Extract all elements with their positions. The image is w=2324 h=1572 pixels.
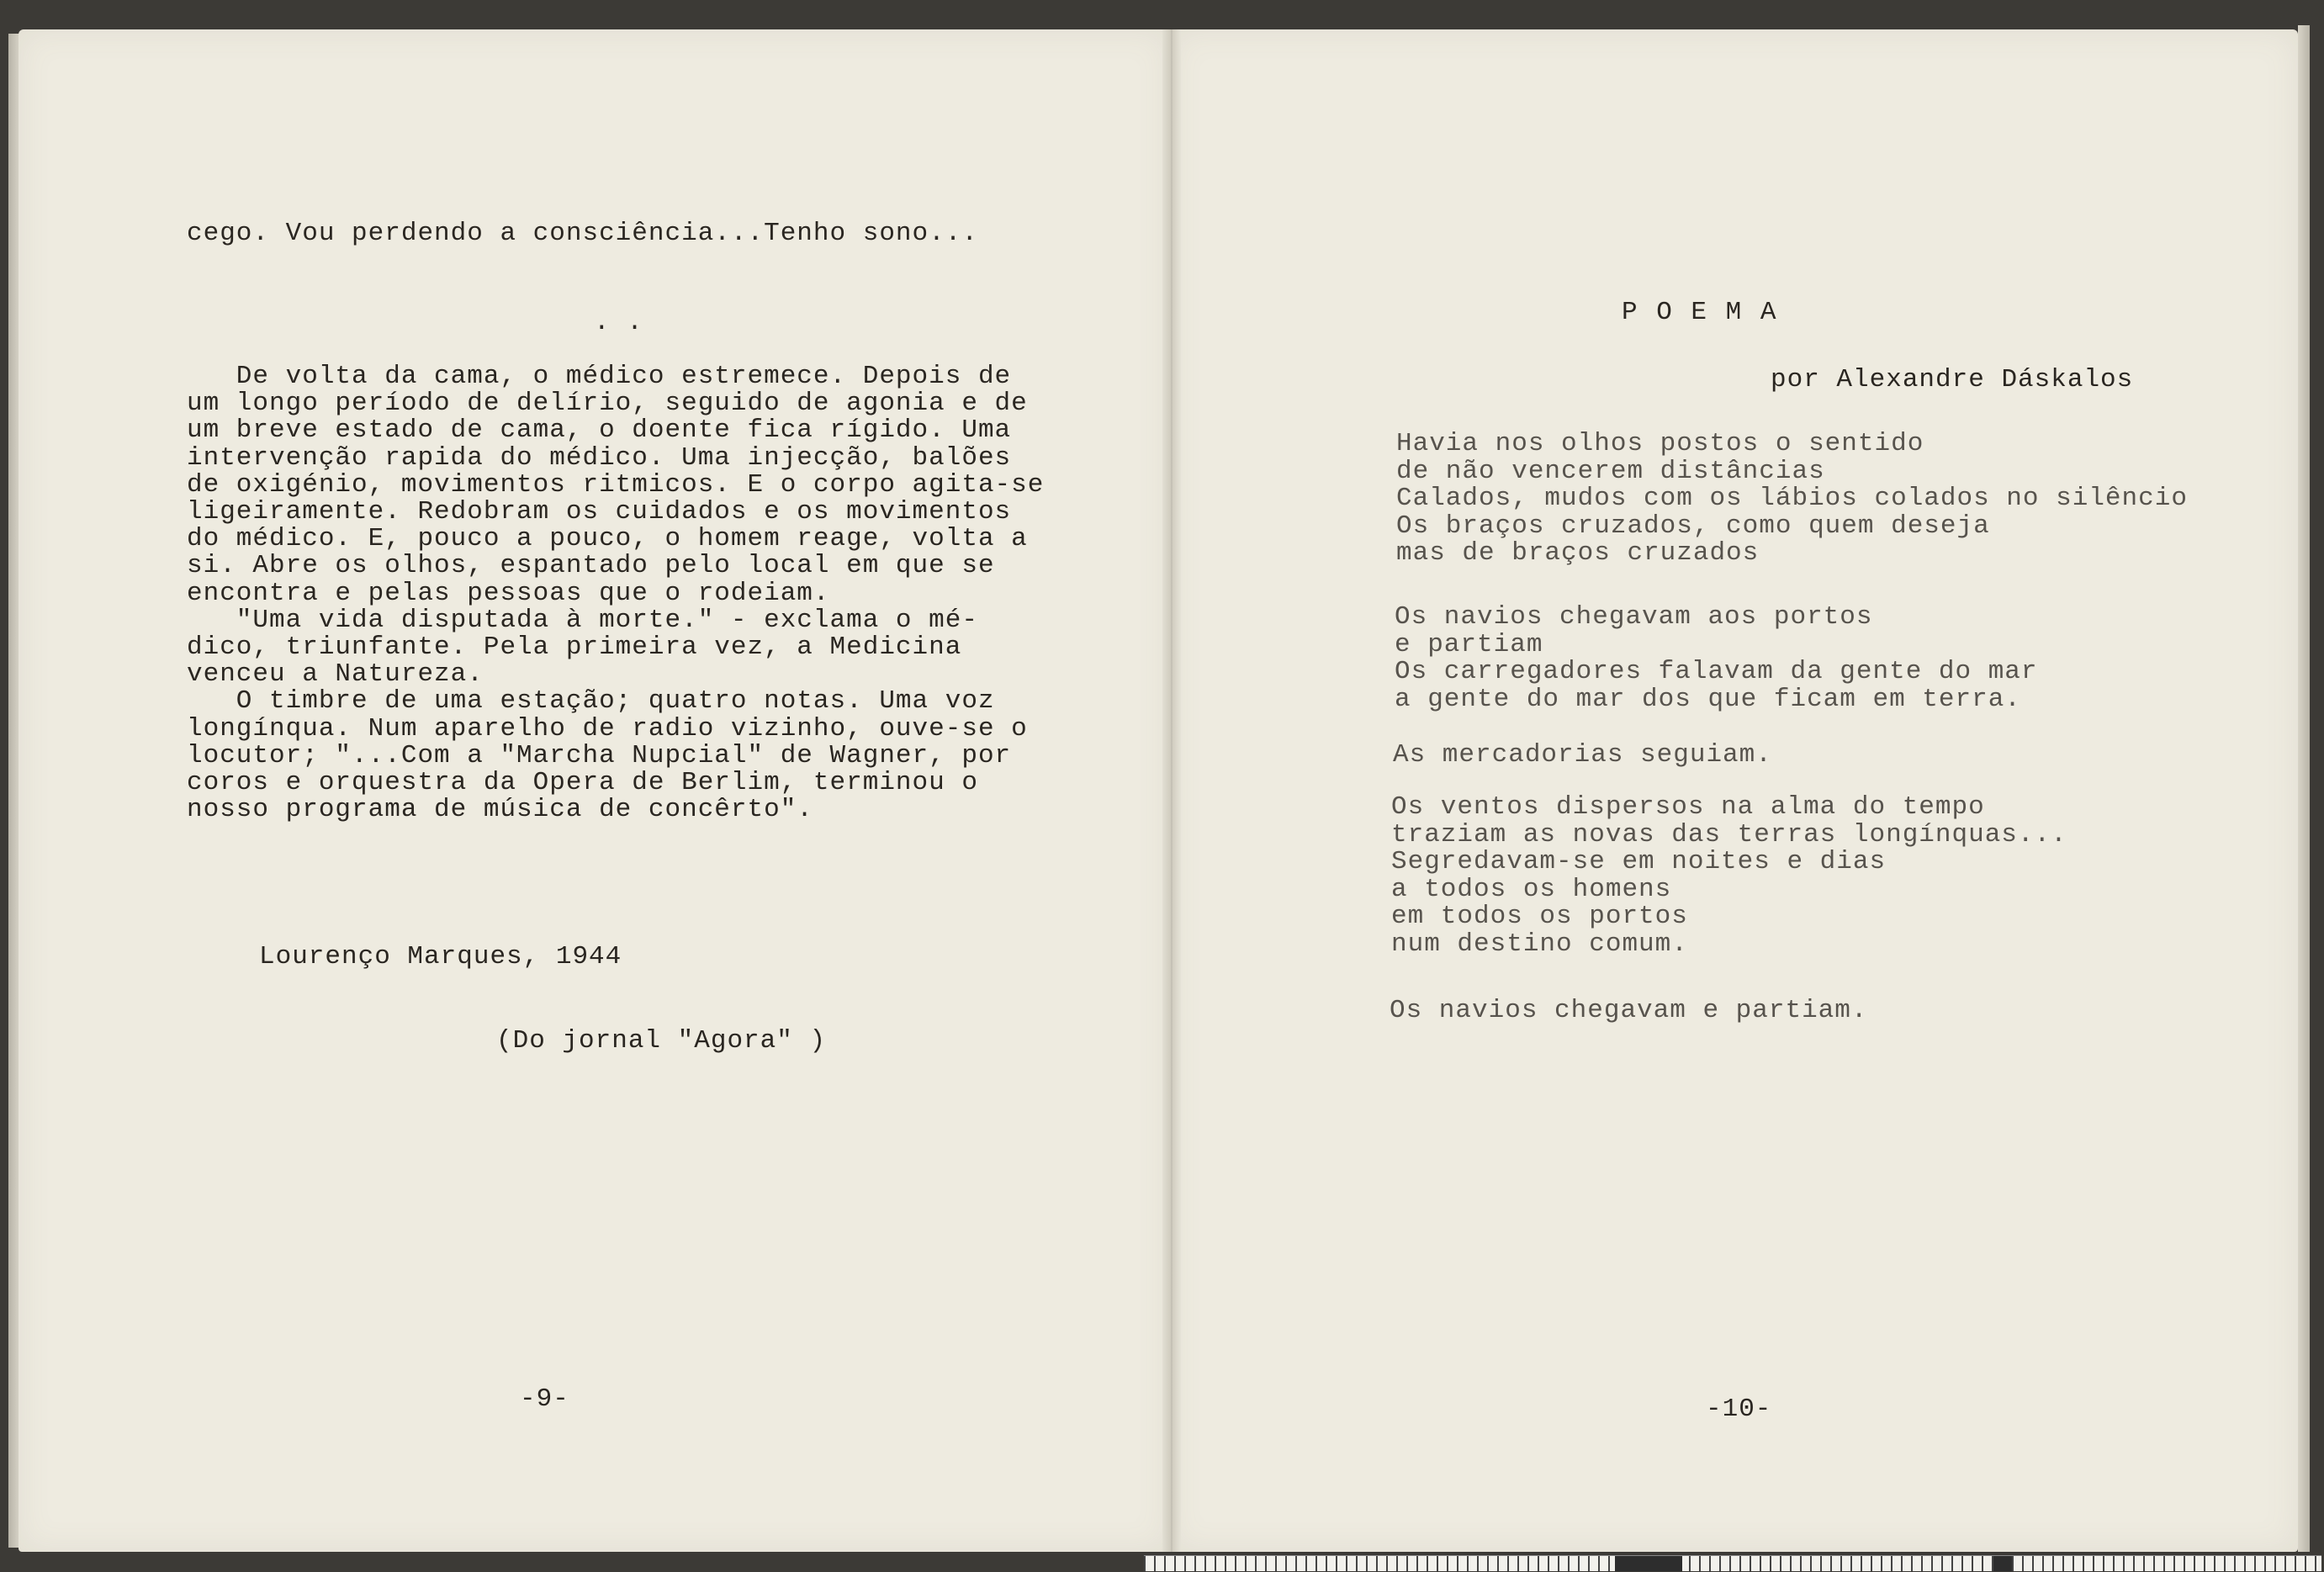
body-line: dico, triunfante. Pela primeira vez, a Medicina (187, 633, 962, 662)
poem-line: num destino comum. (1391, 929, 1688, 959)
poem-line: a gente do mar dos que ficam em terra. (1395, 685, 2021, 714)
poem-line: Os carregadores falavam da gente do mar (1395, 657, 2038, 686)
poem-line: Os ventos dispersos na alma do tempo (1391, 792, 1985, 822)
body-line: do médico. E, pouco a pouco, o homem reage, volta a (187, 524, 1028, 553)
poem-line: Os braços cruzados, como quem deseja (1396, 511, 1990, 541)
body-line: De volta da cama, o médico estremece. Depois de (187, 362, 1012, 391)
body-line: um longo período de delírio, seguido de agonia e de (187, 389, 1028, 418)
section-separator: . . (594, 308, 643, 337)
poem-line: Calados, mudos com os lábios colados no silêncio (1396, 484, 2188, 513)
body-line: "Uma vida disputada à morte." - exclama o mé- (187, 606, 978, 635)
poem-line: Segredavam-se em noites e dias (1391, 847, 1887, 876)
body-line: de oxigénio, movimentos ritmicos. E o corpo agita-se (187, 470, 1045, 500)
body-line: nosso programa de música de concêrto". (187, 795, 813, 824)
poem-line: Os navios chegavam aos portos (1395, 602, 1873, 632)
body-line: longínqua. Num aparelho de radio vizinho, ouve-se o (187, 714, 1028, 744)
body-line: coros e orquestra da Opera de Berlim, terminou o (187, 768, 978, 797)
body-line: intervenção rapida do médico. Uma injecção, balões (187, 443, 1012, 473)
poem-title: P O E M A (1622, 298, 1778, 327)
opening-line: cego. Vou perdendo a consciência...Tenho sono... (187, 219, 978, 248)
body-line: O timbre de uma estação; quatro notas. Uma voz (187, 686, 995, 716)
body-line: si. Abre os olhos, espantado pelo local em que se (187, 551, 995, 580)
poem-line: a todos os homens (1391, 875, 1672, 904)
poem-line: traziam as novas das terras longínquas... (1391, 820, 2067, 850)
book-gutter (1162, 29, 1181, 1552)
source-note: (Do jornal "Agora" ) (496, 1026, 827, 1056)
body-line: venceu a Natureza. (187, 659, 484, 689)
poem-line: de não vencerem distâncias (1396, 457, 1825, 486)
poem-line: Os navios chegavam e partiam. (1390, 996, 1868, 1025)
page-number-left: -9- (520, 1384, 569, 1414)
poem-line: Havia nos olhos postos o sentido (1396, 429, 1924, 458)
body-line: ligeiramente. Redobram os cuidados e os movimentos (187, 497, 1012, 527)
poem-line: mas de braços cruzados (1396, 538, 1760, 568)
poem-author: por Alexandre Dáskalos (1771, 365, 2134, 394)
poem-line: As mercadorias seguiam. (1393, 740, 1772, 770)
poem-line: e partiam (1395, 630, 1543, 659)
page-number-right: -10- (1706, 1395, 1772, 1424)
scale-ruler (1144, 1555, 2321, 1571)
poem-line: em todos os portos (1391, 902, 1688, 931)
book-edge-right (2298, 25, 2310, 1552)
right-page (1171, 29, 2298, 1552)
body-line: encontra e pelas pessoas que o rodeiam. (187, 579, 830, 608)
place-date: Lourenço Marques, 1944 (259, 942, 622, 971)
body-line: locutor; "...Com a "Marcha Nupcial" de Wagner, por (187, 741, 1012, 770)
body-line: um breve estado de cama, o doente fica rígido. Uma (187, 415, 1012, 445)
